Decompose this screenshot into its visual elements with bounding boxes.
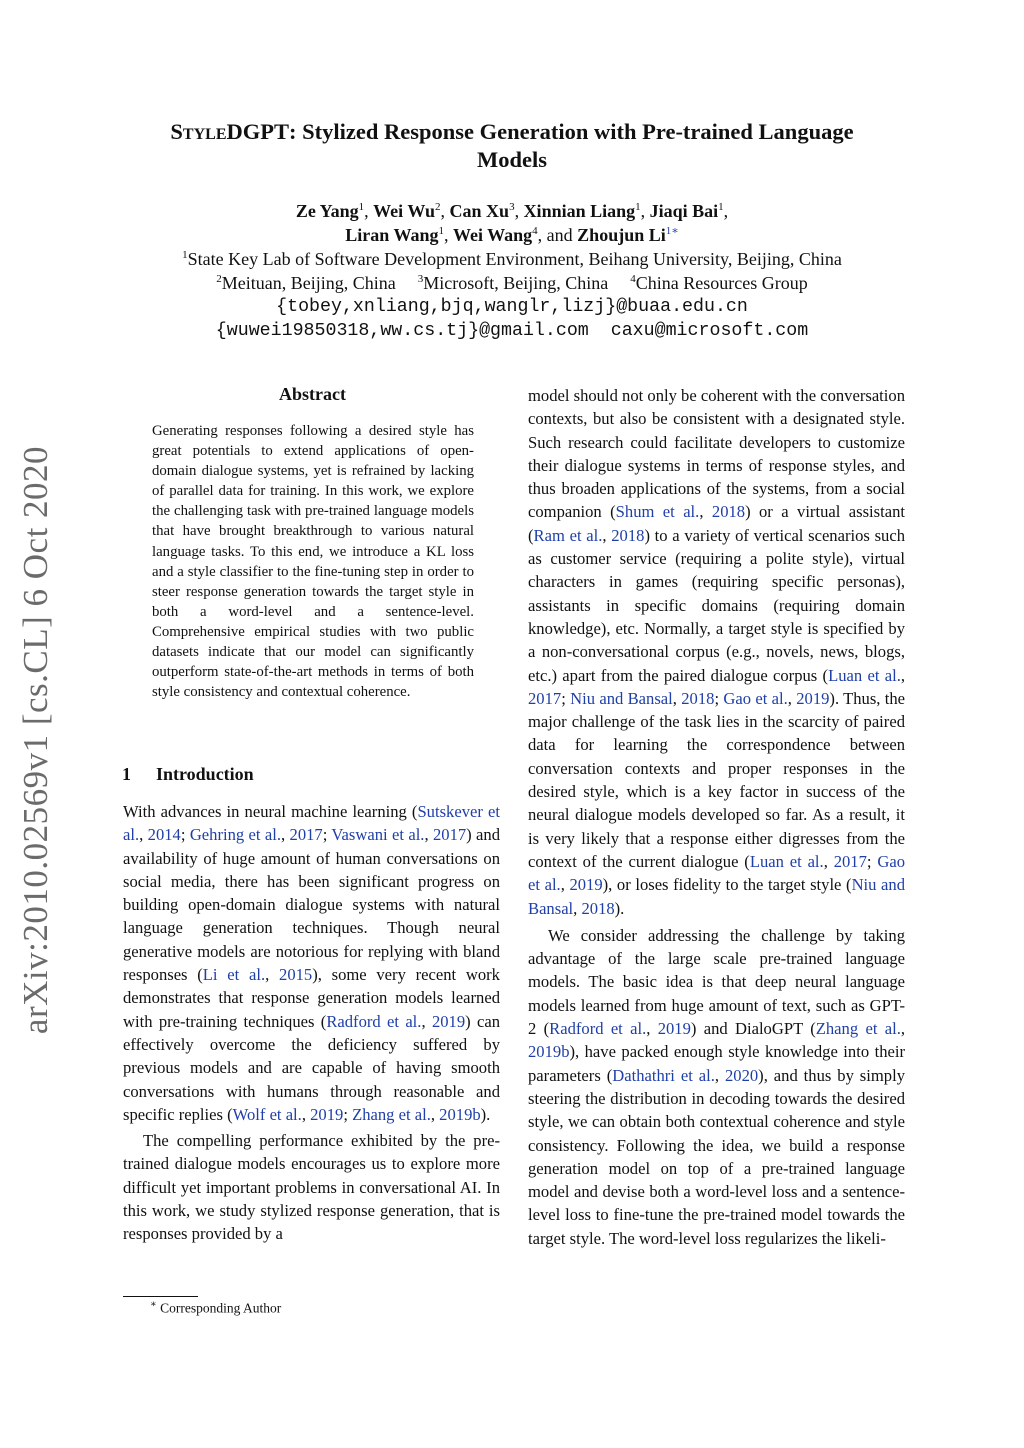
affiliation-text: Meituan, Beijing, China bbox=[221, 273, 396, 293]
affiliation-line-2 bbox=[112, 271, 912, 295]
author-name: Wei Wu bbox=[373, 201, 436, 221]
email-line-2 bbox=[112, 319, 912, 343]
citation-link[interactable]: 2017 bbox=[432, 825, 467, 845]
citation-link[interactable]: 2017 bbox=[289, 825, 323, 845]
citation-link[interactable]: Luan et al. bbox=[828, 665, 901, 685]
citation-link[interactable]: Dathathri et al. bbox=[612, 1065, 715, 1085]
title-line2: Models bbox=[477, 147, 547, 172]
body-text: ). bbox=[480, 1104, 491, 1124]
author-name: Liran Wang bbox=[345, 225, 439, 245]
body-text: , bbox=[265, 965, 280, 985]
citation-link[interactable]: 2019 bbox=[569, 875, 603, 895]
body-text: We consider addressing the challenge by taking advantage of the large scale pre-trained language models. The basic idea is that deep neural language models learned from huge amount of text, such as GPT-2 ( bbox=[528, 925, 905, 1039]
body-text: , bbox=[787, 688, 797, 708]
body-text: , bbox=[573, 898, 582, 918]
citation-link[interactable]: Wolf et al. bbox=[232, 1104, 302, 1124]
citation-link[interactable]: Gao et al. bbox=[528, 851, 906, 895]
citation-link[interactable]: 2018 bbox=[581, 898, 615, 918]
citation-link[interactable]: 2019 bbox=[310, 1104, 344, 1124]
citation-link[interactable]: Niu and Bansal bbox=[570, 688, 673, 708]
author-separator: , bbox=[640, 201, 650, 221]
affiliation-marker: 3 bbox=[417, 273, 424, 285]
author-affiliation-marker: 1∗ bbox=[665, 225, 679, 237]
body-text: ), some very recent work demonstrates that response generation models learned with pre-training techniques ( bbox=[123, 965, 500, 1031]
author-name: Xinnian Liang bbox=[523, 201, 636, 221]
body-text: ) and availability of huge amount of human conversations on social media, there has been significant progress on building open-domain dialogue systems with natural language generation techniques. Though neural generative models are notorious for replying with bland responses ( bbox=[123, 825, 501, 985]
citation-link[interactable]: 2019b bbox=[528, 1042, 570, 1062]
citation-link[interactable]: Luan et al. bbox=[749, 851, 824, 871]
citation-link[interactable]: Ram et al. bbox=[533, 525, 603, 545]
body-text: ) to a variety of vertical scenarios such as customer service (requiring a polite style), virtual characters in games (requiring specific personas), assistants in specific domains (requiring domain knowledge), etc. Normally, a target style is specified by a non-conversational corpus (e.g., novels, news, blogs, etc.) apart from the paired dialogue corpus ( bbox=[528, 525, 905, 685]
abstract-heading: Abstract bbox=[279, 384, 346, 404]
author-affiliation-marker: 4 bbox=[532, 225, 538, 237]
citation-link[interactable]: Gao et al. bbox=[723, 688, 788, 708]
body-text: The compelling performance exhibited by the pre-trained dialogue models encourages us to explore more difficult yet important problems in conversational AI. In this work, we study stylized response generation, that is responses provided by a bbox=[123, 1131, 500, 1244]
citation-link[interactable]: 2018 bbox=[681, 688, 715, 708]
citation-link[interactable]: 2019 bbox=[657, 1019, 691, 1039]
citation-link[interactable]: 2018 bbox=[711, 502, 746, 522]
body-text: ) and DialoGPT ( bbox=[690, 1019, 816, 1039]
body-text: , bbox=[900, 665, 905, 685]
paragraph bbox=[123, 1129, 500, 1245]
citation-link[interactable]: Zhang et al. bbox=[815, 1019, 901, 1039]
citation-link[interactable]: Radford et al. bbox=[326, 1011, 422, 1031]
citation-link[interactable]: Gehring et al. bbox=[189, 825, 282, 845]
citation-link[interactable]: 2015 bbox=[279, 965, 313, 985]
body-text: , bbox=[301, 1104, 311, 1124]
body-text: ) or a virtual assistant ( bbox=[528, 502, 905, 545]
author-affiliation-marker: 1 bbox=[358, 201, 365, 213]
right-column-body bbox=[528, 384, 905, 1250]
affiliation-marker: 4 bbox=[630, 273, 636, 285]
body-text: ; bbox=[180, 825, 190, 845]
body-text: , bbox=[699, 502, 712, 522]
author-separator: , bbox=[723, 201, 729, 221]
author-affiliation-marker: 3 bbox=[509, 201, 515, 213]
body-text: ), have packed enough style knowledge into their parameters ( bbox=[528, 1042, 905, 1085]
author-affiliation-marker: 1 bbox=[635, 201, 641, 213]
author-affiliation-marker: 1 bbox=[718, 201, 724, 213]
citation-link[interactable]: 2017 bbox=[528, 688, 562, 708]
body-text: , bbox=[602, 525, 612, 545]
footnote bbox=[150, 1299, 281, 1317]
title-system-name: StyleDGPT bbox=[170, 119, 290, 144]
affiliations bbox=[112, 247, 912, 343]
citation-link[interactable]: Shum et al. bbox=[615, 502, 700, 522]
body-text: ), and thus by simply steering the distribution in decoding towards the desired style, we can obtain both contextual coherence and style consistency. Following the idea, we build a response generation model on top of a pre-trained language model and devise both a word-level loss and a sentence-level loss to fine-tune the pre-trained model towards the target style. The word-level loss regularizes the likeli- bbox=[528, 1065, 905, 1248]
citation-link[interactable]: 2014 bbox=[147, 825, 181, 845]
author-name: Jiaqi Bai bbox=[649, 201, 719, 221]
body-text: , bbox=[281, 825, 290, 845]
body-text: ; bbox=[322, 825, 332, 845]
title-rest: : Stylized Response Generation with Pre-trained Language bbox=[289, 119, 854, 144]
author-line-2 bbox=[112, 223, 912, 247]
body-text: ) can effectively overcome the deficiency suffered by previous models and are capable of having smooth conversations with humans through reasonable and specific replies ( bbox=[123, 1011, 501, 1124]
citation-link[interactable]: 2017 bbox=[833, 851, 867, 871]
author-name: Zhoujun Li bbox=[577, 225, 666, 245]
email-line-1: {tobey,xnliang,bjq,wanglr,lizj}@buaa.edu.cn bbox=[276, 297, 748, 317]
affiliation-marker: 2 bbox=[216, 273, 222, 285]
body-text: ; bbox=[343, 1104, 353, 1124]
affiliation-text: Microsoft, Beijing, China bbox=[423, 273, 609, 293]
paper-title bbox=[112, 118, 912, 174]
body-text: ; bbox=[866, 851, 878, 871]
author-line-1 bbox=[112, 199, 912, 223]
affiliation-line-1 bbox=[112, 247, 912, 271]
citation-link[interactable]: Sutskever et al. bbox=[123, 802, 500, 845]
body-text: , bbox=[646, 1019, 658, 1039]
citation-link[interactable]: Li et al. bbox=[202, 965, 266, 985]
abstract-text: Generating responses following a desired style has great potentials to extend applications of open-domain dialogue systems, yet is refrained by lacking of parallel data for training. In this work, we explore the challenging task with pre-trained language models that have brought breakthrough to various natural language tasks. To this end, we introduce a KL loss and a style classifier to the fine-tuning step in order to steer response generation towards the target style in both a word-level and a sentence-level. Comprehensive empirical studies with two public datasets indicate that our model can significantly outperform state-of-the-art methods in terms of both style consistency and contextual coherence. bbox=[152, 423, 474, 701]
body-text: With advances in neural machine learning ( bbox=[123, 802, 418, 821]
author-affiliation-marker: 2 bbox=[435, 201, 441, 213]
citation-link[interactable]: Niu and Bansal bbox=[528, 875, 906, 918]
body-text: , bbox=[424, 825, 433, 845]
body-text: ; bbox=[561, 688, 571, 708]
citation-link[interactable]: Vaswani et al. bbox=[331, 825, 425, 845]
email-group: {wuwei19850318,ww.cs.tj}@gmail.com bbox=[215, 321, 589, 341]
footnote-mark: ∗ bbox=[150, 1299, 157, 1310]
paragraph bbox=[528, 924, 905, 1250]
author-separator: , bbox=[514, 201, 524, 221]
citation-link[interactable]: 2018 bbox=[611, 525, 645, 545]
section-heading bbox=[122, 764, 254, 785]
author-separator: , and bbox=[537, 225, 578, 245]
body-text: , bbox=[672, 688, 682, 708]
citation-link[interactable]: 2019 bbox=[431, 1011, 466, 1031]
affiliation-text: China Resources Group bbox=[635, 273, 808, 293]
author-separator: , bbox=[443, 225, 453, 245]
footnote-text: Corresponding Author bbox=[160, 1300, 282, 1316]
affiliation-marker: 1 bbox=[182, 249, 188, 261]
body-text: , bbox=[900, 1019, 906, 1039]
author-affiliation-marker: 1 bbox=[438, 225, 444, 237]
body-text: ; bbox=[714, 688, 724, 708]
email-single: caxu@microsoft.com bbox=[610, 321, 809, 341]
body-text: , bbox=[823, 851, 834, 871]
left-column-body bbox=[123, 800, 500, 1246]
body-text: ). Thus, the major challenge of the task lies in the scarcity of paired data for learning the correspondence between conversation contexts and proper responses in the desired style, which is a key factor in success of the neural dialogue models developed so far. As a result, it is very likely that a response either digresses from the context of the current dialogue ( bbox=[528, 688, 906, 871]
author-name: Ze Yang bbox=[295, 201, 359, 221]
section-title: Introduction bbox=[156, 764, 254, 784]
body-text: , bbox=[430, 1104, 440, 1124]
body-text: model should not only be coherent with the conversation contexts, but also be consistent with a designated style. Such research could facilitate developers to customize their dialogue systems in terms of response styles, and thus broaden applications of the systems, from a social companion ( bbox=[528, 386, 905, 522]
author-list bbox=[112, 199, 912, 247]
author-name: Can Xu bbox=[449, 201, 510, 221]
body-text: ), or loses fidelity to the target style ( bbox=[602, 875, 852, 895]
citation-link[interactable]: 2020 bbox=[724, 1065, 759, 1085]
body-text: , bbox=[139, 825, 148, 845]
body-text: , bbox=[421, 1011, 432, 1031]
paragraph bbox=[123, 800, 500, 1126]
citation-link[interactable]: 2019 bbox=[796, 688, 830, 708]
citation-link[interactable]: Radford et al. bbox=[549, 1019, 647, 1039]
author-name: Wei Wang bbox=[452, 225, 533, 245]
section-number: 1 bbox=[122, 764, 131, 784]
citation-link[interactable]: Zhang et al. bbox=[352, 1104, 431, 1124]
author-separator: , bbox=[364, 201, 374, 221]
author-separator: , bbox=[440, 201, 450, 221]
body-text: ). bbox=[614, 898, 625, 918]
paragraph bbox=[528, 384, 905, 920]
body-text: , bbox=[714, 1065, 725, 1085]
arxiv-identifier-stamp: arXiv:2010.02569v1 [cs.CL] 6 Oct 2020 bbox=[16, 445, 55, 1035]
citation-link[interactable]: 2019b bbox=[439, 1104, 481, 1124]
affiliation-text: State Key Lab of Software Development Environment, Beihang University, Beijing, China bbox=[187, 249, 842, 269]
footnote-rule bbox=[123, 1296, 198, 1297]
body-text: , bbox=[560, 875, 570, 895]
